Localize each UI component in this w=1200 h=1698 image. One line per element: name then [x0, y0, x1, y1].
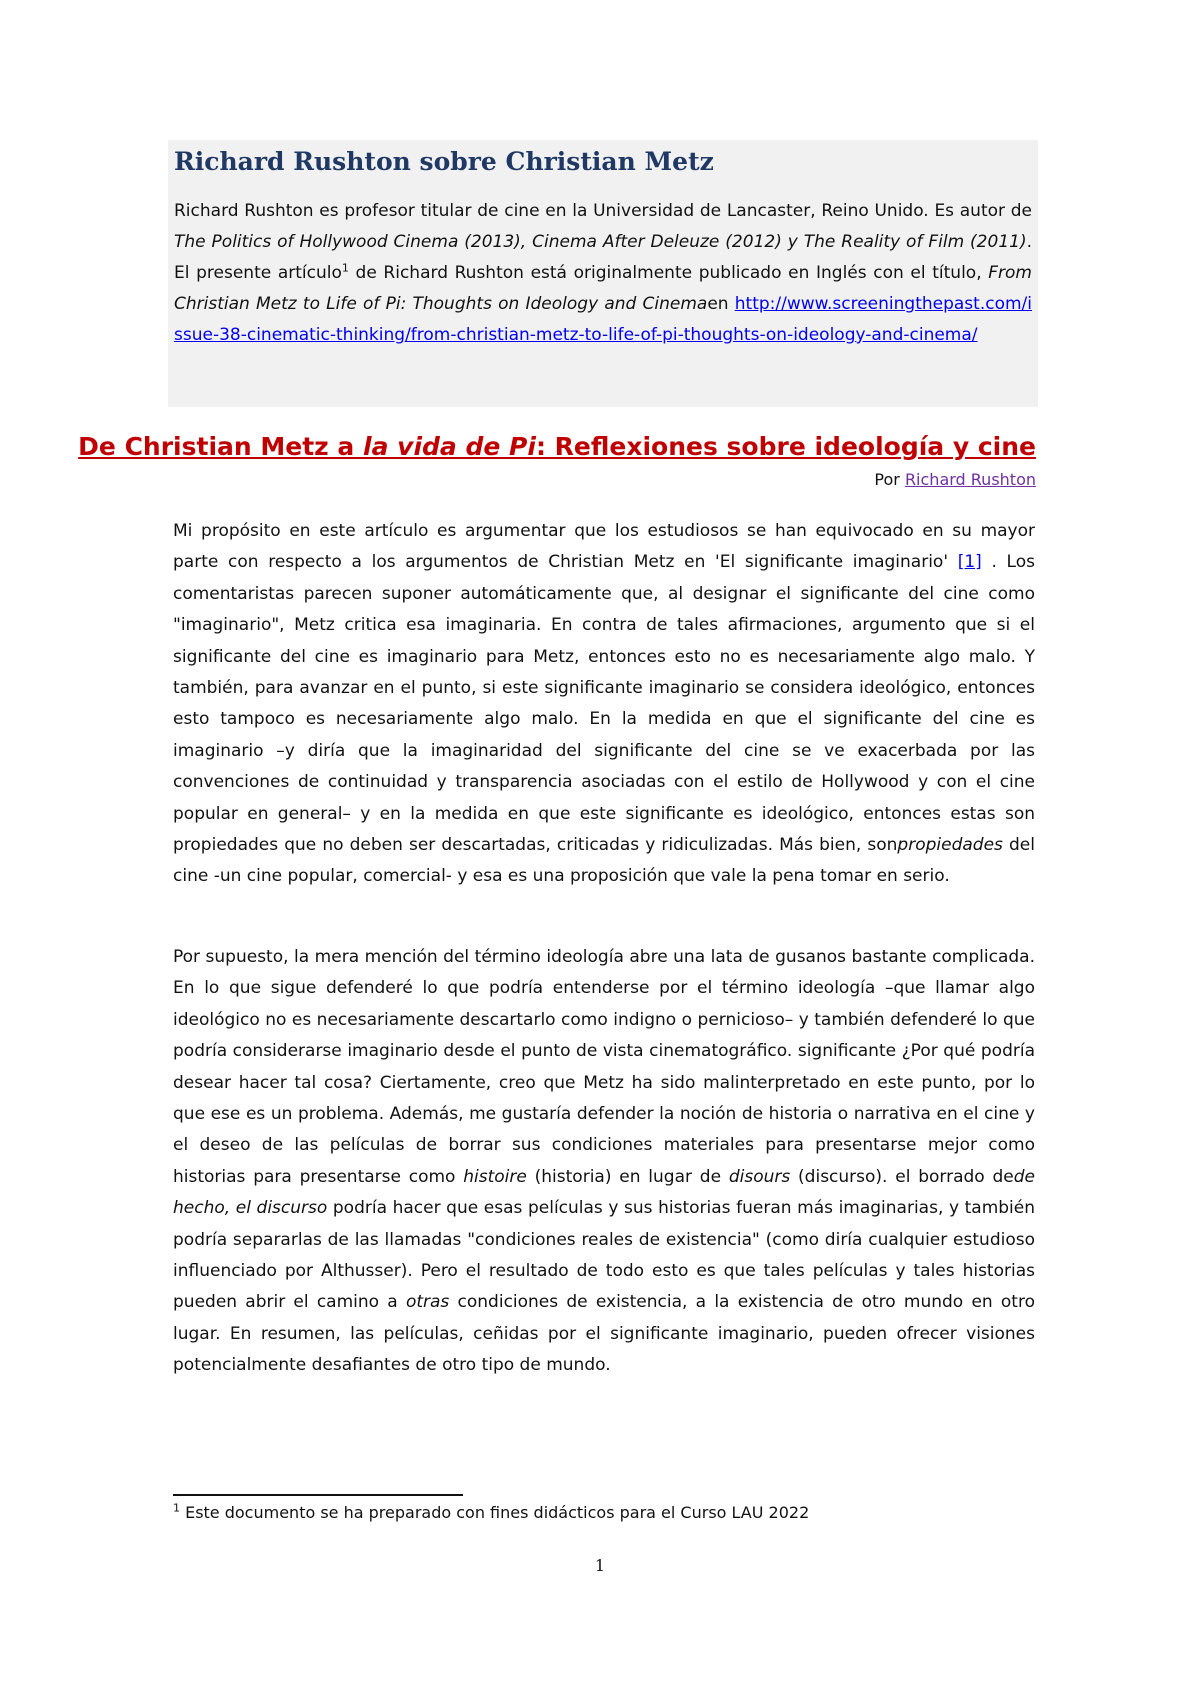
- paragraph-text: (discurso). el borrado de: [790, 1166, 1014, 1187]
- paragraph-text: condiciones de existencia, a la existencia de otro mundo en otro lugar. En resumen, las películas, ceñidas por el significante imaginario, pueden ofrecer visiones potencialmente desafiantes de otro tipo de mundo.: [173, 1292, 1035, 1376]
- note-link[interactable]: [1]: [957, 552, 982, 573]
- paragraph-text: del cine -un cine popular, comercial- y esa es una proposición que vale la pena tomar en serio.: [173, 835, 1035, 887]
- author-link[interactable]: Richard Rushton: [904, 470, 1036, 489]
- intro-text: de Richard Rushton está originalmente publicado en Inglés con el título,: [348, 263, 989, 283]
- intro-works: The Politics of Hollywood Cinema (2013), Cinema After Deleuze (2012) y The Reality of Film (2011): [174, 232, 1027, 252]
- paragraph-italic: propiedades: [897, 835, 1003, 856]
- article-title: [78, 428, 1036, 466]
- footnote-separator: [173, 1494, 463, 1496]
- byline-prefix: Por: [874, 470, 905, 489]
- paragraph-italic: otras: [405, 1292, 450, 1313]
- body-paragraph-2: [173, 942, 1035, 1382]
- paragraph-italic: de hecho, el discurso: [173, 1166, 1036, 1219]
- paragraph-text: (historia) en lugar de: [526, 1166, 729, 1187]
- intro-text: en: [707, 294, 735, 314]
- intro-box: [168, 140, 1038, 407]
- body-paragraph-1: [173, 516, 1035, 893]
- intro-paragraph: [174, 196, 1032, 351]
- footnote-number: 1: [173, 1501, 180, 1515]
- paragraph-text: Mi propósito en este artículo es argumentar que los estudiosos se han equivocado en su mayor parte con respecto a los argumentos de Christian Metz en 'El significante imaginario': [173, 521, 1035, 573]
- paragraph-text: podría hacer que esas películas y sus historias fueran más imaginarias, y también podría separarlas de las llamadas "condiciones reales de existencia" (como diría cualquier estudioso influenciado por Althusser). Pero el resultado de todo esto es que tales películas y tales historias pueden abrir el camino a: [173, 1198, 1036, 1313]
- intro-original-title: From Christian Metz to Life of Pi: Thoughts on Ideology and Cinema: [174, 263, 1032, 314]
- byline: [874, 468, 1036, 492]
- intro-text: Richard Rushton es profesor titular de cine en la Universidad de Lancaster, Reino Unido. Es autor de: [174, 201, 1032, 221]
- paragraph-text: Por supuesto, la mera mención del término ideología abre una lata de gusanos bastante complicada. En lo que sigue defenderé lo que podría entenderse por el término ideología –que llamar algo ideológico no es necesariamente descartarlo como indigno o pernicioso– y también defenderé lo que podría considerarse imaginario desde el punto de vista cinematográfico. significante ¿Por qué podría desear hacer tal cosa? Ciertamente, creo que Metz ha sido malinterpretado en este punto, por lo que ese es un problema. Además, me gustaría defender la noción de historia o narrativa en el cine y el deseo de las películas de borrar sus condiciones materiales para presentarse mejor como historias para presentarse como: [173, 947, 1035, 1187]
- intro-title: Richard Rushton sobre Christian Metz: [174, 147, 714, 176]
- source-link[interactable]: http://www.screeningthepast.com/issue-38-cinematic-thinking/from-christian-metz-to-life-of-pi-thoughts-on-ideology-and-cinema/: [174, 294, 1032, 345]
- intro-text: . El presente artículo: [174, 232, 1032, 283]
- footnote: [173, 1500, 809, 1526]
- article-title-text: : Reflexiones sobre ideología y cine: [535, 432, 1036, 461]
- paragraph-text: . Los comentaristas parecen suponer automáticamente que, al designar el significante del cine como "imaginario", Metz critica esa imaginaria. En contra de tales afirmaciones, argumento que si el significante del cine es imaginario para Metz, entonces esto no es necesariamente algo malo. Y también, para avanzar en el punto, si este significante imaginario se considera ideológico, entonces esto tampoco es necesariamente algo malo. En la medida en que el significante del cine es imaginario –y diría que la imaginaridad del significante del cine se ve exacerbada por las convenciones de continuidad y transparencia asociadas con el estilo de Hollywood y con el cine popular en general– y en la medida en que este significante es ideológico, entonces estas son propiedades que no deben ser descartadas, criticadas y ridiculizadas. Más bien, son: [173, 552, 1035, 856]
- page-number: 1: [594, 1556, 606, 1575]
- footnote-text: Este documento se ha preparado con fines didácticos para el Curso LAU 2022: [180, 1503, 810, 1522]
- footnote-reference: 1: [341, 261, 349, 275]
- article-title-text: De Christian Metz a: [78, 432, 363, 461]
- article-title-italic: la vida de Pi: [363, 432, 536, 461]
- paragraph-italic: histoire: [463, 1166, 527, 1187]
- paragraph-italic: disours: [728, 1166, 791, 1187]
